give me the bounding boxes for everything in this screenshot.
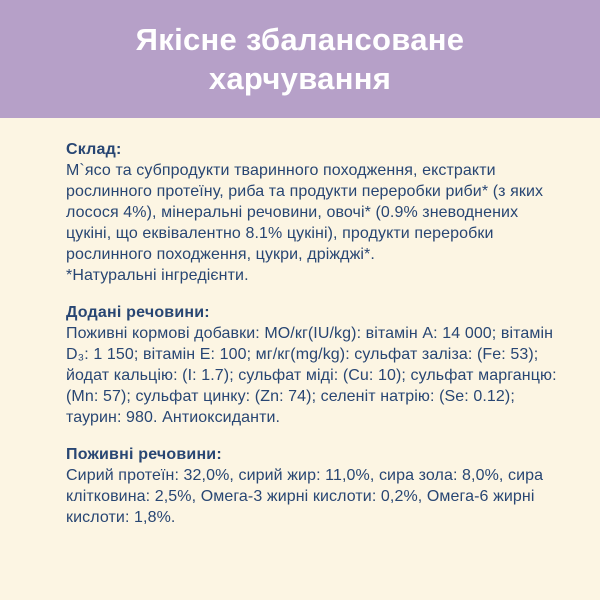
composition-footnote: *Натуральні інгредієнти. [66, 267, 249, 284]
section-composition [66, 139, 560, 286]
header-banner [0, 0, 600, 118]
composition-text: М`ясо та субпродукти тваринного походження, екстракти рослинного протеїну, риба та продукти переробки риби* (з яких лосося 4%), мінеральні речовини, овочі* (0.9% зневоднених цукіні, що еквівалентно 8.1% цукіні), продукти переробки рослинного походження, цукри, дріжджі*. [66, 162, 544, 263]
nutrients-text: Сирий протеїн: 32,0%, сирий жир: 11,0%, сира зола: 8,0%, сира клітковина: 2,5%, Омега-3 жирні кислоти: 0,2%, Омега-6 жирні кислоти: 1,8%. [66, 467, 544, 526]
additives-text: Поживні кормові добавки: МО/кг(IU/kg): вітамін А: 14 000; вітамін D₃: 1 150; вітамін Е: 100; мг/кг(mg/kg): сульфат заліза: (Fe: 53); йодат кальцію: (I: 1.7); сульфат міді: (Cu: 10); сульфат марганцю: (Mn: 57); сульфат цинку: (Zn: 74); селеніт натрію: (Se: 0.12); таурин: 980. Антиоксиданти. [66, 325, 557, 426]
composition-heading: Склад: [66, 141, 122, 158]
section-nutrients [66, 444, 560, 528]
header-title-line1: Якісне збалансоване [135, 22, 465, 57]
section-additives [66, 302, 560, 428]
header-title-line2: харчування [208, 61, 392, 96]
label-content [0, 118, 600, 544]
nutrients-heading: Поживні речовини: [66, 446, 222, 463]
additives-heading: Додані речовини: [66, 304, 210, 321]
